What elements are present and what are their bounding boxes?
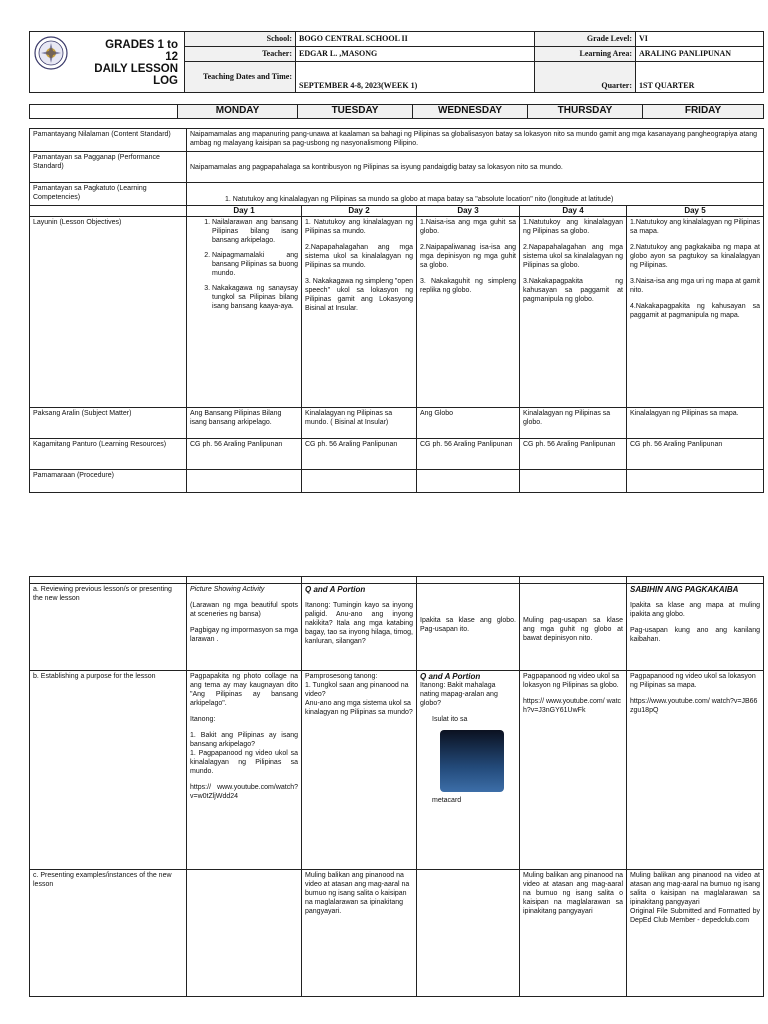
grade-value: VI — [636, 32, 764, 47]
reviewing-day1 — [187, 584, 302, 671]
purpose-day4 — [520, 671, 627, 870]
purpose-day3 — [417, 671, 520, 870]
purpose-d3-p3: metacard — [432, 797, 462, 804]
purpose-d3-p2: Isulat ito sa — [432, 716, 468, 723]
objective-2-3: 3. Nakakagawa ng simpleng "open speech" ukol sa lokasyon ng Pilipinas gamit ang Lokasyong Bisinal at Insular. — [305, 278, 413, 312]
content-standard-label: Pamantayang Nilalaman (Content Standard) — [30, 129, 187, 152]
objectives-day5 — [627, 217, 764, 408]
reviewing-d5-title: SABIHIN ANG PAGKAKAIBA — [630, 585, 739, 594]
school-value: BOGO CENTRAL SCHOOL II — [296, 32, 535, 47]
header-table — [29, 31, 764, 93]
presenting-day5 — [627, 870, 764, 997]
content-standard-text: Naipamamalas ang mapanuring pang-unawa at kaalaman sa bahagi ng Pilipinas sa globalisasyon batay sa lokasyon nito sa mundo gamit ang mga kasanayang pangheograpiya atang ambag ng malayang kaisipan sa pag-usbong ng nasyonalismong Pilipino. — [187, 129, 764, 152]
purpose-d3-p1: Itanong: Bakit mahalaga nating mapag-aralan ang globo? — [420, 682, 498, 707]
procedure-day5 — [627, 470, 764, 493]
presenting-day4: Muling balikan ang pinanood na video at atasan ang mag-aaral na bumuo ng isang salita o kaisipan na maglalarawan sa ipinakitang pangyayari — [520, 870, 627, 997]
area-label: Learning Area: — [535, 46, 636, 61]
subject-matter-label: Paksang Aralin (Subject Matter) — [30, 408, 187, 439]
reviewing-day2 — [302, 584, 417, 671]
competencies-text: 1. Natutukoy ang kinalalagyan ng Pilipinas sa mundo sa globo at mapa batay sa "absolute location" nito (longitude at latitude) — [187, 183, 764, 206]
weekday-monday: MONDAY — [178, 105, 298, 119]
objective-5-4: 4.Nakakapagpakita ng kahusayan sa paggamit at pagmanipula ng mapa. — [630, 303, 760, 319]
area-value: ARALING PANLIPUNAN — [636, 46, 764, 61]
presenting-day3 — [417, 870, 520, 997]
weekday-wednesday: WEDNESDAY — [413, 105, 528, 119]
competencies-label: Pamantayan sa Pagkatuto (Learning Competencies) — [30, 183, 187, 206]
dates-label: Teaching Dates and Time: — [185, 61, 296, 92]
weekday-header — [29, 104, 764, 119]
proc-spacer-3 — [302, 577, 417, 584]
reviewing-d1-p2: Pagbigay ng impormasyon sa mga larawan . — [190, 627, 298, 643]
presenting-label: c. Presenting examples/instances of the new lesson — [30, 870, 187, 997]
purpose-d1-p2: Itanong: — [190, 716, 216, 723]
metacard-image — [440, 730, 504, 792]
performance-standard-text: Naipamamalas ang pagpapahalaga sa kontribusyon ng Pilipinas sa isyung pandaigdig batay sa lokasyon nito sa mundo. — [187, 152, 764, 183]
weekday-corner — [30, 105, 178, 119]
dates-value: SEPTEMBER 4-8, 2023(WEEK 1) — [296, 61, 535, 92]
procedure-day4 — [520, 470, 627, 493]
weekday-friday: FRIDAY — [643, 105, 764, 119]
resources-day3: CG ph. 56 Araling Panlipunan — [417, 439, 520, 470]
presenting-day2: Muling balikan ang pinanood na video at atasan ang mag-aaral na bumuo ng isang salita o kaisipan na maglalarawan sa ipinakitang pangyayari. — [302, 870, 417, 997]
resources-day5: CG ph. 56 Araling Panlipunan — [627, 439, 764, 470]
presenting-day1 — [187, 870, 302, 997]
objective-4-3: 3.Nakakapagpakita ng kahusayan sa paggamit at pagmanipula ng globo. — [523, 278, 623, 303]
objective-2-1: 1. Natutukoy ang kinalalagyan ng Pilipinas sa mundo. — [305, 219, 413, 235]
subject-matter-day1: Ang Bansang Pilipinas Bilang isang bansang arkipelago. — [187, 408, 302, 439]
purpose-d1-link[interactable]: https:// www.youtube.com/watch? v=w0tZljWdd24 — [190, 784, 298, 800]
objective-1-3: 3. Nakakagawa ng sanaysay tungkol sa Pilipinas bilang isang bansang kaaya-aya. — [212, 284, 298, 311]
objectives-day2 — [302, 217, 417, 408]
objective-2-2: 2.Napapahalagahan ang mga sistema ukol sa kinalalagyan ng Pilipinas sa mundo. — [305, 244, 413, 269]
reviewing-d1-p1: (Larawan ng mga beautiful spots at sceneries ng bansa) — [190, 602, 298, 618]
objectives-day4 — [520, 217, 627, 408]
purpose-d2-p1: Pamprosesong tanong: — [305, 673, 378, 680]
presenting-d5-text: Muling balikan ang pinanood na video at atasan ang mag-aaral na bumuo ng isang salita o kaisipan na maglalarawan sa ipinakitang pangyayari — [630, 872, 760, 906]
objective-1-2: 2. Naipagmamalaki ang bansang Pilipinas sa buong mundo. — [212, 251, 298, 278]
reviewing-day4: Muling pag-usapan sa klase ang mga guhit ng globo at bawat depinisyon nito. — [520, 584, 627, 671]
proc-spacer-5 — [520, 577, 627, 584]
day-label-4: Day 4 — [520, 206, 627, 217]
day-label-3: Day 3 — [417, 206, 520, 217]
proc-spacer-4 — [417, 577, 520, 584]
purpose-d2-p3: Anu-ano ang mga sistema ukol sa kinalagyan ng Pilipinas sa mundo? — [305, 700, 413, 716]
purpose-day5 — [627, 671, 764, 870]
objective-3-2: 2.Naipapaliwanag isa-isa ang mga depinisyon ng mga guhit sa globo. — [420, 244, 516, 269]
purpose-d1-p4: 1. Pagpapanood ng video ukol sa kinalalagyan ng Pilipinas sa mundo. — [190, 750, 298, 775]
reviewing-d5-p1: Ipakita sa klase ang mapa at muling ipakita ang globo. — [630, 602, 760, 618]
day-label-2: Day 2 — [302, 206, 417, 217]
resources-day2: CG ph. 56 Araling Panlipunan — [302, 439, 417, 470]
title-block — [30, 32, 185, 93]
subject-matter-day3: Ang Globo — [417, 408, 520, 439]
procedure-table — [29, 576, 764, 997]
objectives-day1 — [187, 217, 302, 408]
objective-4-2: 2.Napapahalagahan ang mga sistema ukol sa kinalalagyan ng Pilipinas sa globo. — [523, 244, 623, 269]
school-label: School: — [185, 32, 296, 47]
subject-matter-day5: Kinalalagyan ng Pilipinas sa mapa. — [627, 408, 764, 439]
title-line-4: LOG — [153, 75, 178, 87]
procedure-day2 — [302, 470, 417, 493]
procedure-day1 — [187, 470, 302, 493]
resources-label: Kagamitang Panturo (Learning Resources) — [30, 439, 187, 470]
quarter-value: 1ST QUARTER — [636, 61, 764, 92]
subject-matter-day4: Kinalalagyan ng Pilipinas sa globo. — [520, 408, 627, 439]
title-line-1: GRADES 1 to — [105, 39, 178, 51]
subject-matter-day2: Kinalalagyan ng Pilipinas sa mundo. ( Bisinal at Insular) — [302, 408, 417, 439]
objective-3-1: 1.Naisa-isa ang mga guhit sa globo. — [420, 219, 516, 235]
reviewing-d1-title: Picture Showing Activity — [190, 586, 265, 593]
day-row-corner — [30, 206, 187, 217]
performance-standard-label: Pamantayan sa Pagganap (Performance Standard) — [30, 152, 187, 183]
purpose-d5-link[interactable]: https://www.youtube.com/ watch?v=JB66zgu18pQ — [630, 698, 758, 714]
purpose-d4-link[interactable]: https:// www.youtube.com/ watch?v=J3nGY61UwFk — [523, 698, 622, 714]
objectives-day3 — [417, 217, 520, 408]
resources-day4: CG ph. 56 Araling Panlipunan — [520, 439, 627, 470]
proc-spacer-6 — [627, 577, 764, 584]
deped-seal-icon — [34, 36, 68, 70]
purpose-d2-p2: 1. Tungkol saan ang pinanood na video? — [305, 682, 409, 698]
procedure-day3 — [417, 470, 520, 493]
reviewing-d2-title: Q and A Portion — [305, 585, 366, 594]
purpose-day1 — [187, 671, 302, 870]
grade-label: Grade Level: — [535, 32, 636, 47]
objective-5-3: 3.Naisa-isa ang mga uri ng mapa at gamit nito. — [630, 278, 760, 294]
objective-5-2: 2.Natutukoy ang pagkakaiba ng mapa at globo ayon sa pagtukoy sa kinalalagyan ng Pilipinas. — [630, 244, 760, 269]
reviewing-day5 — [627, 584, 764, 671]
purpose-d1-p3: 1. Bakit ang Pilipinas ay isang bansang arkipelago? — [190, 732, 298, 748]
objectives-label: Layunin (Lesson Objectives) — [30, 217, 187, 408]
purpose-label: b. Establishing a purpose for the lesson — [30, 671, 187, 870]
objective-4-1: 1.Natutukoy ang kinalalagyan ng Pilipinas sa globo. — [523, 219, 623, 235]
quarter-label: Quarter: — [535, 61, 636, 92]
reviewing-label: a. Reviewing previous lesson/s or presenting the new lesson — [30, 584, 187, 671]
reviewing-d5-p2: Pag-usapan kung ano ang kanilang kaibahan. — [630, 627, 760, 643]
presenting-d5-credit: Original File Submitted and Formatted by DepEd Club Member - depedclub.com — [630, 908, 760, 924]
day-label-5: Day 5 — [627, 206, 764, 217]
procedure-label: Pamamaraan (Procedure) — [30, 470, 187, 493]
lesson-table — [29, 128, 764, 493]
objective-3-3: 3. Nakakaguhit ng simpleng replika ng globo. — [420, 278, 516, 294]
purpose-day2 — [302, 671, 417, 870]
weekday-thursday: THURSDAY — [528, 105, 643, 119]
resources-day1: CG ph. 56 Araling Panlipunan — [187, 439, 302, 470]
title-line-3: DAILY LESSON — [94, 63, 178, 75]
title-line-2: 12 — [165, 51, 178, 63]
purpose-d4-p1: Pagpapanood ng video ukol sa lokasyon ng Pilipinas sa globo. — [523, 673, 620, 689]
purpose-d5-p1: Pagpapanood ng video ukol sa lokasyon ng Pilipinas sa mapa. — [630, 673, 756, 689]
proc-spacer-2 — [187, 577, 302, 584]
day-label-1: Day 1 — [187, 206, 302, 217]
teacher-value: EDGAR L. ,MASONG — [296, 46, 535, 61]
proc-spacer-1 — [30, 577, 187, 584]
weekday-tuesday: TUESDAY — [298, 105, 413, 119]
objective-1-1: 1. Nailalarawan ang bansang Pilipinas bilang isang bansang arkipelago. — [212, 218, 298, 245]
objective-5-1: 1.Natutukoy ang kinalalagyan ng Pilipinas sa mapa. — [630, 219, 760, 235]
reviewing-d2-text: Itanong: Tumingin kayo sa inyong paligid. Anu-ano ang inyong nakikita? Itala ang mga katabing bagay, tao sa inyong hilaga, timog, kanluran, silangan? — [305, 602, 413, 645]
teacher-label: Teacher: — [185, 46, 296, 61]
reviewing-day3: Ipakita sa klase ang globo. Pag-usapan ito. — [417, 584, 520, 671]
purpose-d3-title: Q and A Portion — [420, 672, 481, 681]
purpose-d1-p1: Pagpapakita ng photo collage na ang tema ay may kaugnayan dito "Ang Pilipinas ay bansang arkipelago". — [190, 673, 298, 707]
